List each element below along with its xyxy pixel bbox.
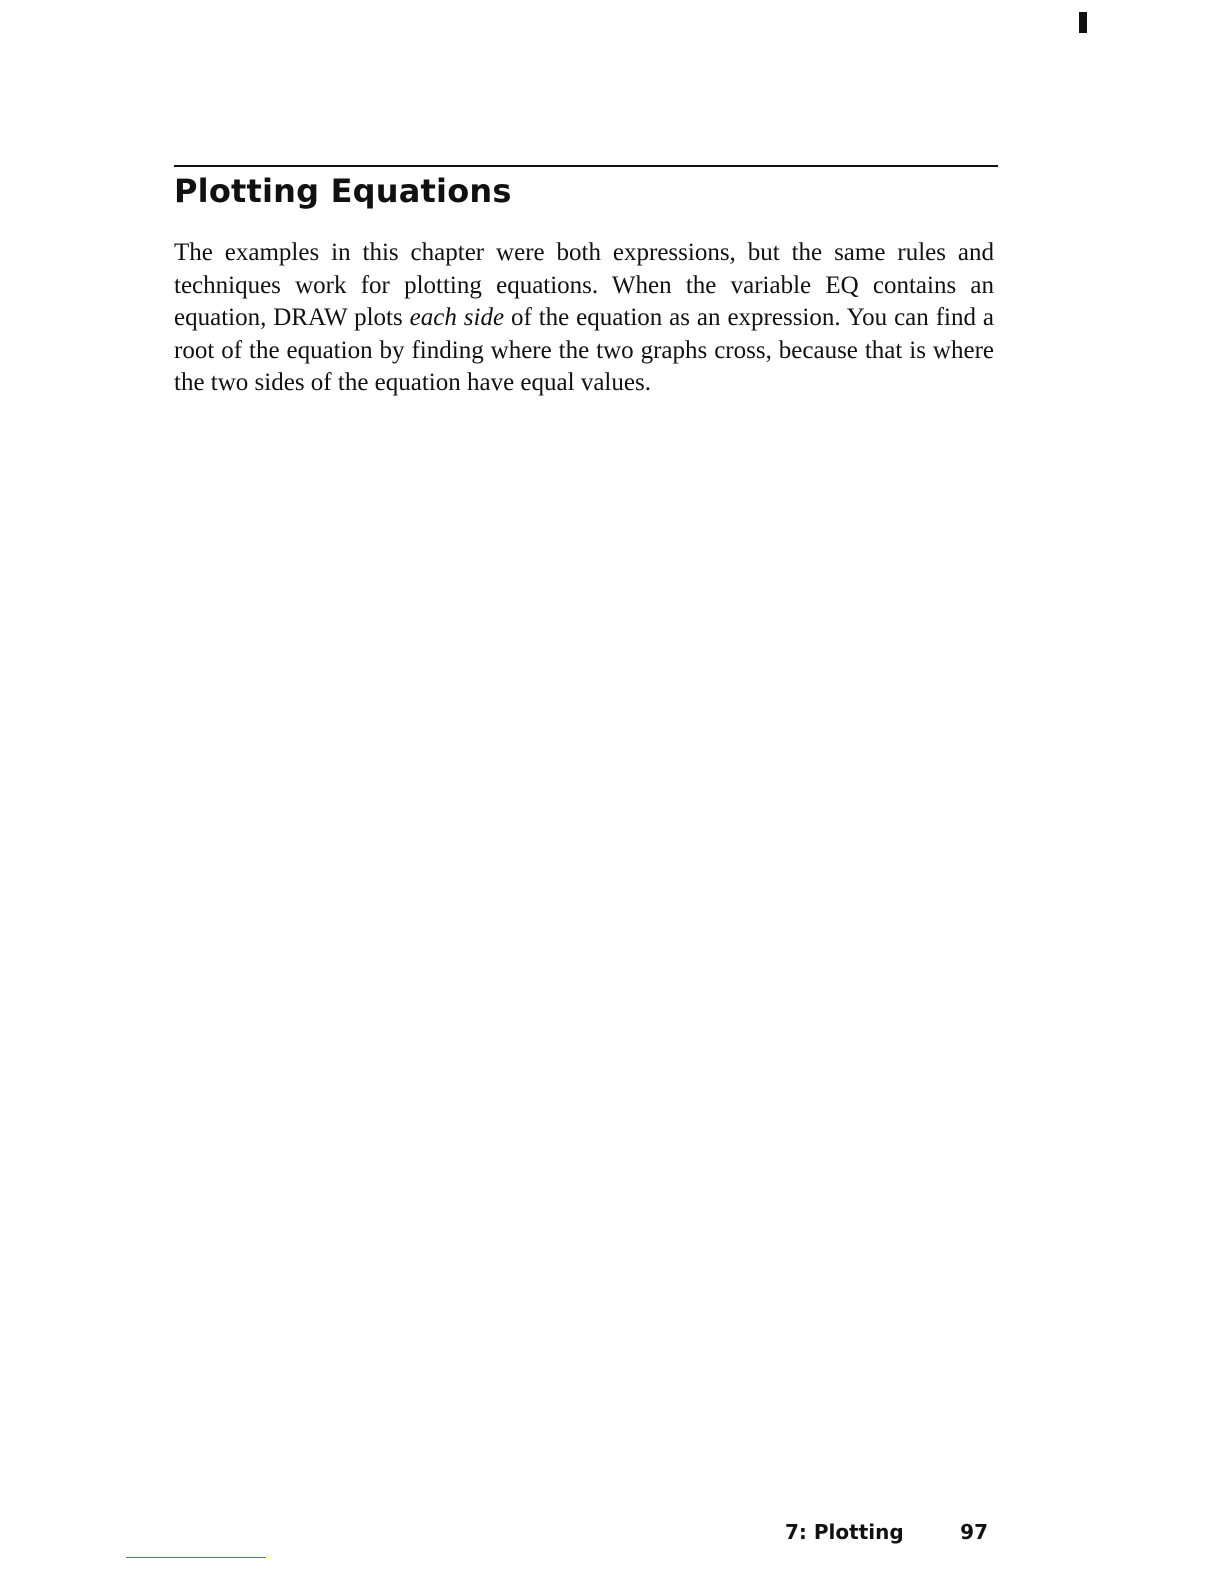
emphasized-phrase: each side (409, 304, 505, 332)
bottom-line (126, 1557, 266, 1558)
paragraph-text-start: The examples in this chapter were both expressions, but the same rules and techniques work for plotting equations. When the variable EQ contains an equation, DRAW plots (174, 239, 994, 332)
paragraph-text-end: of the equation as an expression. You can find a root of the equation by finding where the two graphs cross, because that is where the two sides of the equation have equal values. (174, 304, 994, 397)
edge-tab-mark (1079, 12, 1087, 33)
body-paragraph (174, 237, 994, 400)
section-rule (174, 165, 998, 167)
section-title: Plotting Equations (174, 172, 512, 210)
page-number: 97 (960, 1520, 988, 1544)
footer-chapter-label: 7: Plotting (785, 1520, 904, 1544)
